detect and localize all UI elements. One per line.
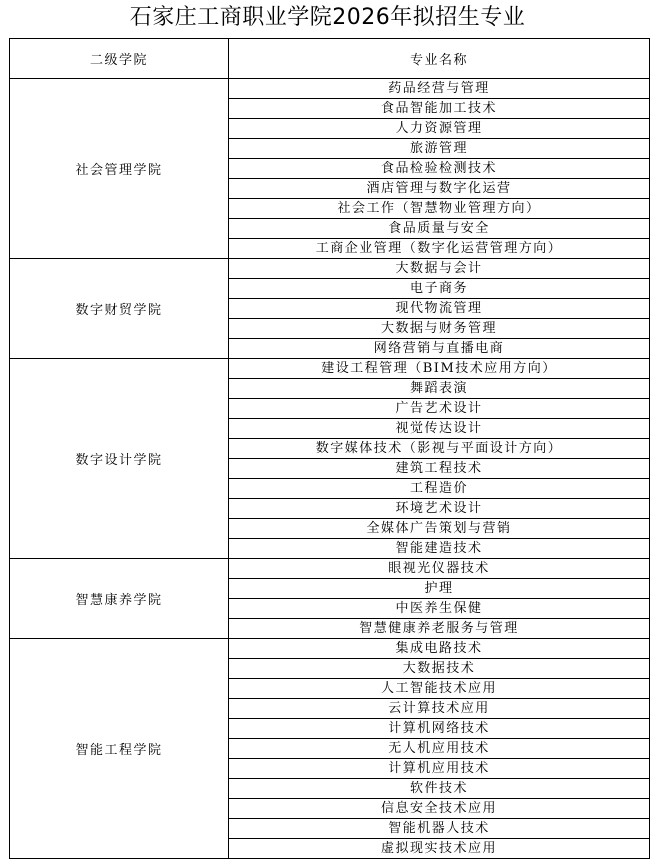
major-cell: 中医养生保健 bbox=[229, 599, 650, 619]
major-cell: 软件技术 bbox=[229, 779, 650, 799]
header-major: 专业名称 bbox=[229, 39, 650, 79]
major-cell: 工商企业管理（数字化运营管理方向） bbox=[229, 239, 650, 259]
major-cell: 人工智能技术应用 bbox=[229, 679, 650, 699]
major-cell: 计算机应用技术 bbox=[229, 759, 650, 779]
header-college: 二级学院 bbox=[10, 39, 229, 79]
college-cell: 数字设计学院 bbox=[10, 359, 229, 559]
table-header-row bbox=[10, 39, 650, 79]
table-row bbox=[10, 79, 650, 99]
major-cell: 舞蹈表演 bbox=[229, 379, 650, 399]
major-cell: 云计算技术应用 bbox=[229, 699, 650, 719]
major-cell: 数字媒体技术（影视与平面设计方向） bbox=[229, 439, 650, 459]
majors-table-body bbox=[10, 79, 650, 859]
major-cell: 网络营销与直播电商 bbox=[229, 339, 650, 359]
major-cell: 食品质量与安全 bbox=[229, 219, 650, 239]
major-cell: 工程造价 bbox=[229, 479, 650, 499]
major-cell: 药品经营与管理 bbox=[229, 79, 650, 99]
major-cell: 智能机器人技术 bbox=[229, 819, 650, 839]
major-cell: 护理 bbox=[229, 579, 650, 599]
major-cell: 建筑工程技术 bbox=[229, 459, 650, 479]
college-cell: 社会管理学院 bbox=[10, 79, 229, 259]
major-cell: 人力资源管理 bbox=[229, 119, 650, 139]
major-cell: 信息安全技术应用 bbox=[229, 799, 650, 819]
major-cell: 全媒体广告策划与营销 bbox=[229, 519, 650, 539]
major-cell: 食品智能加工技术 bbox=[229, 99, 650, 119]
major-cell: 电子商务 bbox=[229, 279, 650, 299]
major-cell: 旅游管理 bbox=[229, 139, 650, 159]
college-cell: 智慧康养学院 bbox=[10, 559, 229, 639]
major-cell: 虚拟现实技术应用 bbox=[229, 839, 650, 859]
table-row bbox=[10, 639, 650, 659]
major-cell: 建设工程管理（BIM技术应用方向） bbox=[229, 359, 650, 379]
college-cell: 数字财贸学院 bbox=[10, 259, 229, 359]
major-cell: 计算机网络技术 bbox=[229, 719, 650, 739]
major-cell: 大数据与会计 bbox=[229, 259, 650, 279]
major-cell: 大数据技术 bbox=[229, 659, 650, 679]
major-cell: 视觉传达设计 bbox=[229, 419, 650, 439]
major-cell: 大数据与财务管理 bbox=[229, 319, 650, 339]
major-cell: 广告艺术设计 bbox=[229, 399, 650, 419]
major-cell: 眼视光仪器技术 bbox=[229, 559, 650, 579]
major-cell: 集成电路技术 bbox=[229, 639, 650, 659]
major-cell: 智能建造技术 bbox=[229, 539, 650, 559]
major-cell: 环境艺术设计 bbox=[229, 499, 650, 519]
table-row bbox=[10, 359, 650, 379]
major-cell: 智慧健康养老服务与管理 bbox=[229, 619, 650, 639]
college-cell: 智能工程学院 bbox=[10, 639, 229, 859]
major-cell: 现代物流管理 bbox=[229, 299, 650, 319]
major-cell: 酒店管理与数字化运营 bbox=[229, 179, 650, 199]
document-title: 石家庄工商职业学院2026年拟招生专业 bbox=[129, 5, 526, 30]
major-cell: 食品检验检测技术 bbox=[229, 159, 650, 179]
major-cell: 社会工作（智慧物业管理方向） bbox=[229, 199, 650, 219]
major-cell: 无人机应用技术 bbox=[229, 739, 650, 759]
table-row bbox=[10, 559, 650, 579]
majors-table bbox=[9, 38, 650, 859]
table-row bbox=[10, 259, 650, 279]
